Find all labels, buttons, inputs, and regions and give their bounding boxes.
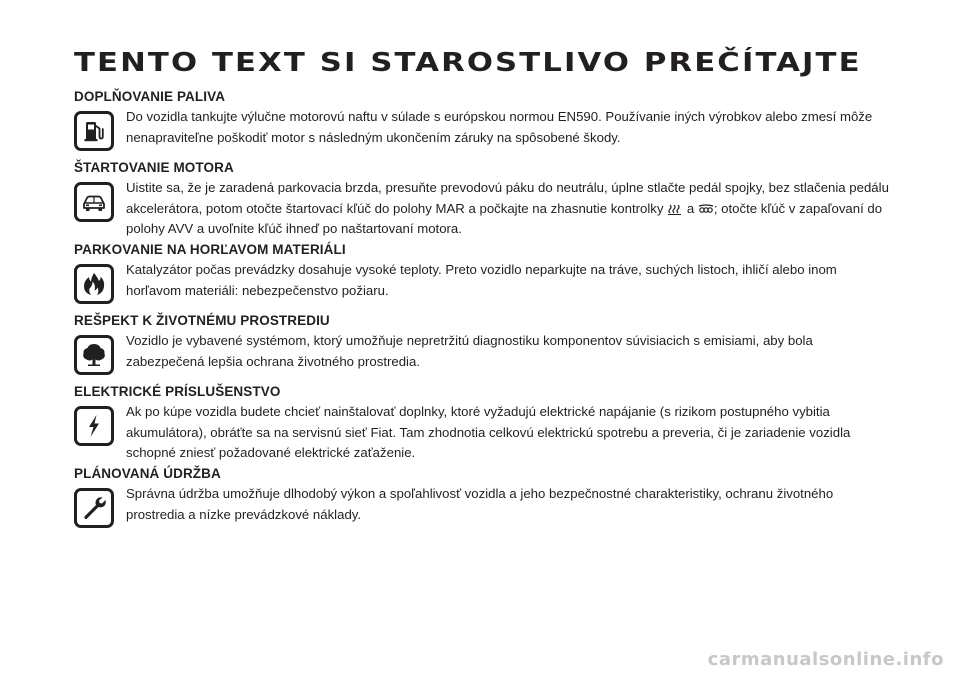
engine-start-text-and: a bbox=[686, 200, 695, 216]
section-maintenance bbox=[74, 464, 894, 525]
watermark: carmanualsonline.info bbox=[707, 649, 944, 670]
section-row-engine-start bbox=[74, 178, 894, 240]
section-text-fuel: Do vozidla tankujte výlučne motorovú naftu v súlade s európskou normou EN590. Používanie iných výrobkov alebo zmesí môže nenapraviteľne poškodiť motor s následným ukončením záruky na spôsobené škody. bbox=[126, 109, 873, 145]
section-heading-electrical: ELEKTRICKÉ PRÍSLUŠENSTVO bbox=[74, 384, 281, 399]
section-row-parking bbox=[74, 260, 894, 301]
section-row-environment bbox=[74, 331, 894, 372]
engine-start-text-part1: Uistite sa, že je zaradená parkovacia brzda, presuňte prevodovú páku do neutrálu, úplne stlačte pedál spojky, bez stlačenia pedálu akcelerátora, potom otočte štartovací kľúč do polohy MAR a počkajte na zhasnutie kontrolky bbox=[126, 180, 889, 216]
section-electrical bbox=[74, 382, 894, 464]
section-heading-engine-start: ŠTARTOVANIE MOTORA bbox=[74, 160, 234, 175]
section-text-electrical: Ak po kúpe vozidla budete chcieť nainštalovať doplnky, ktoré vyžadujú elektrické napájanie (s rizikom postupného vybitia akumulátora), obráťte sa na servisnú sieť Fiat. Tam zhodnotia celkovú elektrickú spotrebu a preveria, či je zariadenie vozidla schopné zniesť požadované elektrické zaťaženie. bbox=[126, 404, 851, 460]
flame-icon bbox=[74, 264, 114, 304]
section-text-maintenance: Správna údržba umožňuje dlhodobý výkon a spoľahlivosť vozidla a jeho bezpečnostné charakteristiky, ochranu životného prostredia a nízke prevádzkové náklady. bbox=[126, 486, 834, 522]
page-title: TENTO TEXT SI STAROSTLIVO PREČÍTAJTE bbox=[74, 48, 862, 78]
section-fuel bbox=[74, 87, 894, 148]
wrench-icon bbox=[74, 488, 114, 528]
section-text-parking: Katalyzátor počas prevádzky dosahuje vysoké teploty. Preto vozidlo neparkujte na tráve, suchých listoch, ihličí alebo inom horľavom materiáli: nebezpečenstvo požiaru. bbox=[126, 262, 837, 298]
section-heading-fuel: DOPLŇOVANIE PALIVA bbox=[74, 89, 226, 104]
section-heading-maintenance: PLÁNOVANÁ ÚDRŽBA bbox=[74, 466, 221, 481]
section-engine-start bbox=[74, 158, 894, 240]
engine-start-text-part2: ; otočte kľúč v zapaľovaní do polohy AVV a uvoľnite kľúč ihneď po naštartovaní motora. bbox=[126, 200, 883, 236]
car-icon bbox=[74, 182, 114, 222]
section-row-fuel bbox=[74, 107, 894, 148]
section-text-engine-start bbox=[126, 178, 894, 240]
section-environment bbox=[74, 311, 894, 372]
section-heading-parking: PARKOVANIE NA HORĽAVOM MATERIÁLI bbox=[74, 242, 346, 257]
section-text-environment: Vozidlo je vybavené systémom, ktorý umožňuje nepretržitú diagnostiku komponentov súvisiacich s emisiami, aby bola zabezpečená lepšia ochrana životného prostredia. bbox=[126, 333, 813, 369]
section-heading-environment: REŠPEKT K ŽIVOTNÉMU PROSTREDIU bbox=[74, 313, 330, 328]
immobilizer-warning-icon bbox=[698, 203, 714, 215]
section-parking bbox=[74, 240, 894, 301]
lightning-icon bbox=[74, 406, 114, 446]
glow-plug-warning-icon bbox=[667, 203, 683, 215]
fuel-pump-icon bbox=[74, 111, 114, 151]
section-row-maintenance bbox=[74, 484, 894, 525]
section-row-electrical bbox=[74, 402, 894, 464]
tree-icon bbox=[74, 335, 114, 375]
